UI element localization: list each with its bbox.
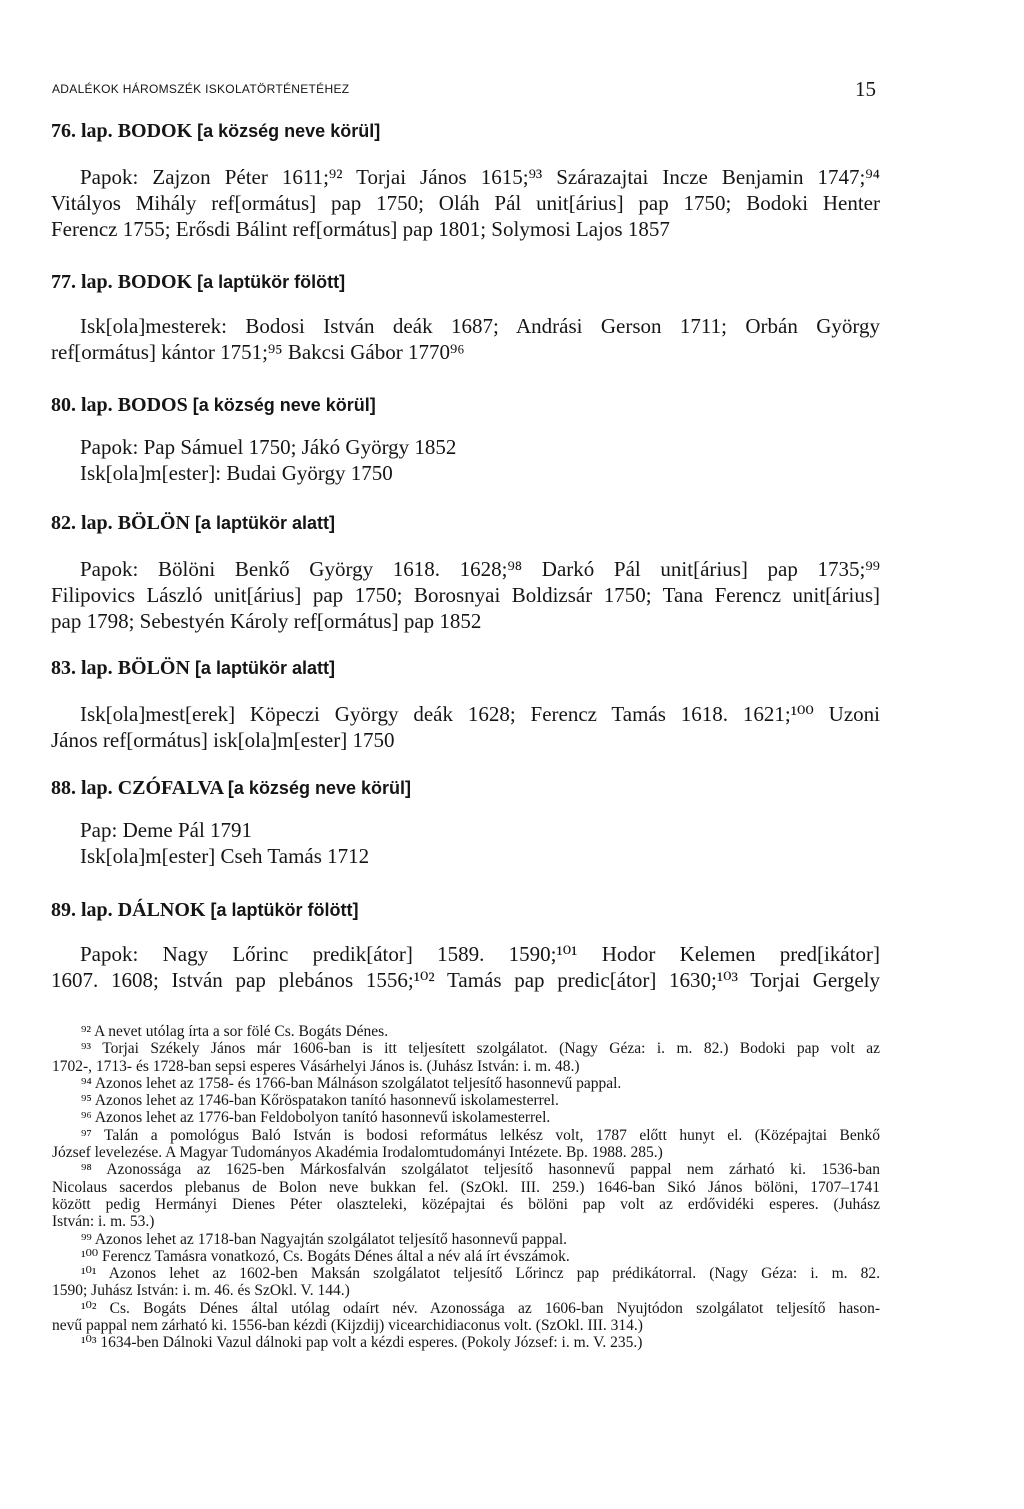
heading-place: BÖLÖN bbox=[117, 512, 190, 534]
footnote-101-cont: 1590; Juhász István: i. m. 46. és SzOkl. V. 144.) bbox=[52, 1282, 350, 1300]
entry-heading bbox=[51, 775, 880, 801]
heading-location-note: [a község neve körül] bbox=[192, 395, 376, 415]
footnote-97-cont: József levelezése. A Magyar Tudományos Akadémia Irodalomtudományi Intézete. Bp. 1988. 285.) bbox=[52, 1144, 663, 1162]
entry-line: Papok: Pap Sámuel 1750; Jákó György 1852 bbox=[80, 435, 457, 459]
entry-heading bbox=[51, 897, 880, 923]
entry-line: pap 1798; Sebestyén Károly ref[ormátus] pap 1852 bbox=[51, 609, 482, 633]
footnote-92: ⁹² A nevet utólag írta a sor fölé Cs. Bogáts Dénes. bbox=[81, 1023, 389, 1040]
footnote-96: ⁹⁶ Azonos lehet az 1776-ban Feldobolyon tanító hasonnevű iskolamesterrel. bbox=[81, 1109, 551, 1127]
footnote-98-cont: István: i. m. 53.) bbox=[52, 1213, 155, 1231]
entry-80 bbox=[51, 392, 880, 486]
heading-page-ref: 83. lap. bbox=[51, 657, 113, 679]
footnote-94: ⁹⁴ Azonos lehet az 1758- és 1766-ban Málnáson szolgálatot teljesítő hasonnevű pappal. bbox=[81, 1074, 622, 1092]
heading-page-ref: 89. lap. bbox=[51, 899, 113, 921]
entry-heading bbox=[51, 655, 880, 681]
heading-place: BODOK bbox=[117, 120, 193, 142]
heading-page-ref: 76. lap. bbox=[51, 120, 113, 142]
entry-line: Papok: Zajzon Péter 1611;⁹² Torjai János 1615;⁹³ Szárazajtai Incze Benjamin 1747;⁹⁴ bbox=[80, 165, 880, 189]
footnote-101: ¹⁰¹ Azonos lehet az 1602-ben Maksán szolgálatot teljesítő Lőrincz pap prédikátorral. (Nagy Géza: i. m. 82. bbox=[81, 1265, 880, 1283]
heading-location-note: [a község neve körül] bbox=[197, 121, 381, 141]
entry-line: Papok: Bölöni Benkő György 1618. 1628;⁹⁸ Darkó Pál unit[árius] pap 1735;⁹⁹ bbox=[80, 557, 880, 581]
heading-page-ref: 80. lap. bbox=[51, 394, 113, 416]
heading-place: BÖLÖN bbox=[117, 657, 190, 679]
footnote-95: ⁹⁵ Azonos lehet az 1746-ban Kőröspatakon tanító hasonnevű iskolamesterrel. bbox=[81, 1092, 559, 1110]
heading-place: BODOS bbox=[117, 394, 188, 416]
entry-heading bbox=[51, 392, 880, 418]
heading-page-ref: 82. lap. bbox=[51, 512, 113, 534]
footnote-98: ⁹⁸ Azonossága az 1625-ben Márkosfalván szolgálatot teljesítő hasonnevű pappal nem zárható ki. 1536-ban bbox=[81, 1161, 880, 1179]
heading-location-note: [a község neve körül] bbox=[227, 778, 411, 798]
footnote-99: ⁹⁹ Azonos lehet az 1718-ban Nagyajtán szolgálatot teljesítő hasonnevű pappal. bbox=[81, 1230, 568, 1248]
entry-77 bbox=[51, 269, 880, 365]
footnote-97: ⁹⁷ Talán a pomológus Baló István is bodosi református lelkész volt, 1787 előtt hunyt el. (Középajtai Benkő bbox=[81, 1126, 880, 1144]
entry-line: Pap: Deme Pál 1791 bbox=[80, 818, 253, 842]
entry-line: 1607. 1608; István pap plebános 1556;¹⁰² Tamás pap predic[átor] 1630;¹⁰³ Torjai Gergely bbox=[51, 968, 880, 992]
entry-line: Vitályos Mihály ref[ormátus] pap 1750; Oláh Pál unit[árius] pap 1750; Bodoki Henter bbox=[51, 191, 880, 215]
page-number: 15 bbox=[855, 77, 876, 101]
entry-line: ref[ormátus] kántor 1751;⁹⁵ Bakcsi Gábor 1770⁹⁶ bbox=[51, 340, 465, 364]
entry-88 bbox=[51, 775, 880, 869]
footnote-93: ⁹³ Torjai Székely János már 1606-ban is itt teljesített szolgálatot. (Nagy Géza: i. m. 82.) Bodoki pap volt az bbox=[81, 1040, 880, 1058]
heading-place: BODOK bbox=[117, 271, 193, 293]
entry-82 bbox=[51, 510, 880, 634]
heading-place: DÁLNOK bbox=[117, 899, 206, 921]
heading-location-note: [a laptükör alatt] bbox=[194, 658, 335, 678]
entry-heading bbox=[51, 269, 880, 295]
entry-line: Ferencz 1755; Erősdi Bálint ref[ormátus] pap 1801; Solymosi Lajos 1857 bbox=[51, 217, 670, 241]
entry-89 bbox=[51, 897, 880, 993]
entry-line: Isk[ola]mesterek: Bodosi István deák 1687; Andrási Gerson 1711; Orbán György bbox=[80, 314, 880, 338]
heading-place: CZÓFALVA bbox=[117, 777, 223, 799]
heading-location-note: [a laptükör fölött] bbox=[197, 272, 346, 292]
entry-line: János ref[ormátus] isk[ola]m[ester] 1750 bbox=[51, 728, 395, 752]
heading-location-note: [a laptükör alatt] bbox=[194, 513, 335, 533]
footnotes bbox=[52, 1023, 880, 1352]
heading-page-ref: 77. lap. bbox=[51, 271, 113, 293]
footnote-100: ¹⁰⁰ Ferencz Tamásra vonatkozó, Cs. Bogáts Dénes által a név alá írt évszámok. bbox=[81, 1247, 570, 1265]
heading-page-ref: 88. lap. bbox=[51, 777, 113, 799]
entry-line: Isk[ola]m[ester] Cseh Tamás 1712 bbox=[80, 844, 370, 868]
footnote-93-cont: 1702-, 1713- és 1728-ban sepsi esperes Vásárhelyi János is. (Juhász István: i. m. 48.) bbox=[52, 1057, 580, 1075]
entry-83 bbox=[51, 655, 880, 753]
footnote-103: ¹⁰³ 1634-ben Dálnoki Vazul dálnoki pap volt a kézdi esperes. (Pokoly József: i. m. V. 235.) bbox=[81, 1334, 643, 1352]
entry-heading bbox=[51, 510, 880, 536]
footnote-102: ¹⁰² Cs. Bogáts Dénes által utólag odaírt név. Azonossága az 1606-ban Nyujtódon szolgálatot teljesítő hason- bbox=[81, 1299, 880, 1317]
heading-location-note: [a laptükör fölött] bbox=[210, 900, 359, 920]
entry-line: Isk[ola]mest[erek] Köpeczi György deák 1628; Ferencz Tamás 1618. 1621;¹⁰⁰ Uzoni bbox=[80, 702, 880, 726]
footnote-102-cont: nevű pappal nem zárható ki. 1556-ban kézdi (Kijzdij) vicearchidiaconus volt. (SzOkl. III. 314.) bbox=[52, 1317, 643, 1335]
entry-line: Papok: Nagy Lőrinc predik[átor] 1589. 1590;¹⁰¹ Hodor Kelemen pred[ikátor] bbox=[80, 942, 880, 966]
footnote-98-cont: között pedig Hermányi Dienes Péter olaszteleki, középajtai és bölöni pap volt az erdővidéki esperes. (Juhász bbox=[52, 1195, 880, 1213]
footnote-98-cont: Nicolaus sacerdos plebanus de Bolon neve bukkan fel. (SzOkl. III. 259.) 1646-ban Sikó János bölöni, 1707–1741 bbox=[52, 1178, 880, 1196]
entry-line: Filipovics László unit[árius] pap 1750; Borosnyai Boldizsár 1750; Tana Ferencz unit[árius] bbox=[51, 583, 880, 607]
entry-76 bbox=[51, 118, 880, 242]
entry-heading bbox=[51, 118, 880, 144]
entry-line: Isk[ola]m[ester]: Budai György 1750 bbox=[80, 461, 393, 485]
running-title: ADALÉKOK HÁROMSZÉK ISKOLATÖRTÉNETÉHEZ bbox=[52, 82, 350, 96]
